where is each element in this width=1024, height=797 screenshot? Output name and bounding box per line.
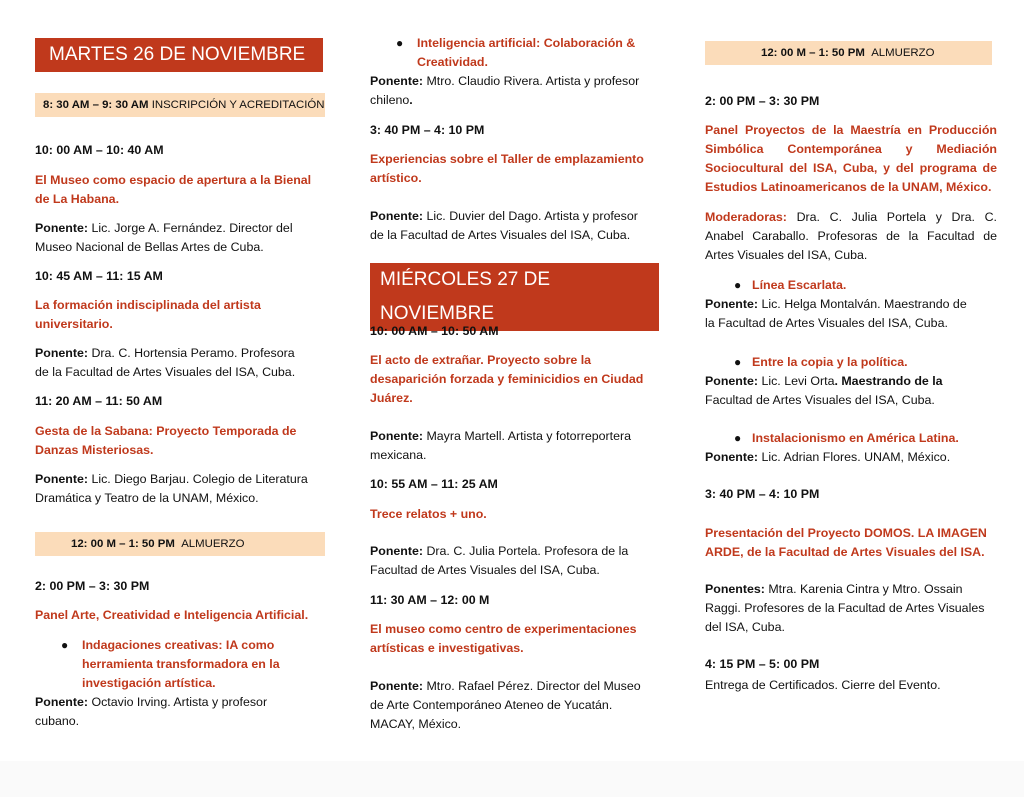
speaker-text: Raggi. Profesores de la Facultad de Artes Visuales xyxy=(705,601,985,615)
speaker-line xyxy=(370,207,662,226)
talk-title: Entre la copia y la política. xyxy=(752,355,908,369)
session-time: 11: 30 AM – 12: 00 M xyxy=(370,593,490,607)
speaker-text: Museo Nacional de Bellas Artes de Cuba. xyxy=(35,240,264,254)
session-time: 11: 20 AM – 11: 50 AM xyxy=(35,394,163,408)
registration-bar xyxy=(35,93,325,117)
session-title: ARDE, de la Facultad de Artes Visuales del ISA. xyxy=(705,545,985,559)
panel-title: Panel Arte, Creatividad e Inteligencia Artificial. xyxy=(35,608,309,622)
speaker-text: MACAY, México. xyxy=(370,717,462,731)
session-title: El acto de extrañar. Proyecto sobre la xyxy=(370,353,592,367)
session-time: 10: 55 AM – 11: 25 AM xyxy=(370,477,498,491)
session-title: Gesta de la Sabana: Proyecto Temporada de xyxy=(35,424,297,438)
speaker-label: Ponente: xyxy=(705,297,759,311)
moderators-text: Anabel Caraballo. Profesoras de la Facultad de xyxy=(705,229,997,243)
bullet-icon: ● xyxy=(734,431,742,445)
session-title: Trece relatos + uno. xyxy=(370,507,487,521)
speaker-line xyxy=(705,448,997,467)
speaker-text: cubano. xyxy=(35,714,80,728)
lunch-bar xyxy=(35,532,325,556)
bullet-icon: ● xyxy=(734,355,742,369)
panel-title: Panel Proyectos de la Maestría en Producción xyxy=(705,123,997,137)
registration-label: INSCRIPCIÓN Y ACREDITACIÓN xyxy=(151,99,325,111)
speaker-label: Ponente: xyxy=(370,209,424,223)
session-title: El museo como centro de experimentaciones xyxy=(370,622,637,636)
speaker-text: Dra. C. Julia Portela. Profesora de la xyxy=(426,544,629,558)
speaker-line xyxy=(370,427,662,446)
speaker-label: Ponente: xyxy=(705,450,759,464)
day-header-tuesday: MARTES 26 DE NOVIEMBRE xyxy=(35,38,323,72)
session-title: La formación indisciplinada del artista xyxy=(35,298,261,312)
speaker-text: Facultad de Artes Visuales del ISA, Cuba. xyxy=(705,393,935,407)
lunch-label: ALMUERZO xyxy=(871,47,935,59)
speaker-text: mexicana. xyxy=(370,448,427,462)
session-title: El Museo como espacio de apertura a la Bienal xyxy=(35,173,312,187)
speaker-text: Lic. Duvier del Dago. Artista y profesor xyxy=(426,209,638,223)
speaker-line xyxy=(705,295,997,314)
speaker-text: Mtro. Rafael Pérez. Director del Museo xyxy=(426,679,641,693)
lunch-time: 12: 00 M – 1: 50 PM xyxy=(761,47,865,59)
bullet-icon: ● xyxy=(734,278,742,292)
page-bottom-margin xyxy=(0,761,1024,797)
speaker-text: de la Facultad de Artes Visuales del ISA, Cuba. xyxy=(370,228,631,242)
speaker-label: Ponente: xyxy=(35,472,89,486)
speaker-text: Octavio Irving. Artista y profesor xyxy=(91,695,268,709)
session-time: 3: 40 PM – 4: 10 PM xyxy=(370,123,485,137)
talk-title: Indagaciones creativas: IA como xyxy=(82,638,275,652)
panel-title: Estudios Latinoamericanos de la UNAM, México. xyxy=(705,180,992,194)
speaker-line xyxy=(370,72,662,91)
session-title: artístico. xyxy=(370,171,422,185)
speaker-label: Ponente: xyxy=(35,221,89,235)
moderators-line xyxy=(705,208,997,227)
session-title: desaparición forzada y feminicidios en Ciudad xyxy=(370,372,644,386)
speaker-label: Ponente: xyxy=(370,74,424,88)
speaker-line xyxy=(35,219,325,238)
talk-title: Creatividad. xyxy=(417,55,488,69)
speaker-label: Ponente: xyxy=(370,544,424,558)
moderators-text: Dra. C. Julia Portela y Dra. C. xyxy=(796,210,997,224)
panel-title: Simbólica Contemporánea y Mediación xyxy=(705,142,997,156)
speaker-line xyxy=(35,470,325,489)
lunch-bar xyxy=(705,41,992,65)
speaker-name: Lic. Levi Orta xyxy=(761,374,835,388)
panel-title: Sociocultural del ISA, Cuba, y del programa de xyxy=(705,161,997,175)
speaker-line xyxy=(705,372,997,391)
speaker-text: Mtra. Karenia Cintra y Mtro. Ossain xyxy=(764,582,963,596)
session-title: Experiencias sobre el Taller de emplazamiento xyxy=(370,152,644,166)
talk-title: Instalacionismo en América Latina. xyxy=(752,431,959,445)
speaker-line xyxy=(370,677,662,696)
session-title: Presentación del Proyecto DOMOS. LA IMAGEN xyxy=(705,526,987,540)
speaker-label: Ponentes: xyxy=(705,582,765,596)
session-title: de La Habana. xyxy=(35,192,120,206)
speaker-text: la Facultad de Artes Visuales del ISA, Cuba. xyxy=(705,316,948,330)
talk-title: Línea Escarlata. xyxy=(752,278,847,292)
speaker-text: . Maestrando de la xyxy=(834,374,943,388)
speaker-text: Dra. C. Hortensia Peramo. Profesora xyxy=(91,346,295,360)
talk-title: herramienta transformadora en la xyxy=(82,657,280,671)
session-time: 4: 15 PM – 5: 00 PM xyxy=(705,657,820,671)
session-title: artísticas e investigativas. xyxy=(370,641,524,655)
registration-time: 8: 30 AM – 9: 30 AM xyxy=(43,99,149,111)
speaker-line xyxy=(370,542,662,561)
session-title: Juárez. xyxy=(370,391,413,405)
session-time: 10: 00 AM – 10: 40 AM xyxy=(35,143,164,157)
speaker-line xyxy=(35,344,325,363)
speaker-text: Dramática y Teatro de la UNAM, México. xyxy=(35,491,259,505)
speaker-line xyxy=(35,693,325,712)
speaker-label: Ponente: xyxy=(370,429,424,443)
speaker-text: de Arte Contemporáneo Ateneo de Yucatán. xyxy=(370,698,613,712)
speaker-text: Lic. Diego Barjau. Colegio de Literatura xyxy=(91,472,308,486)
session-title: universitario. xyxy=(35,317,113,331)
speaker-text: Lic. Helga Montalván. Maestrando de xyxy=(761,297,967,311)
talk-title: Inteligencia artificial: Colaboración & xyxy=(417,36,636,50)
session-time: 2: 00 PM – 3: 30 PM xyxy=(35,579,150,593)
speaker-text: Lic. Adrian Flores. UNAM, México. xyxy=(761,450,951,464)
session-time: 10: 45 AM – 11: 15 AM xyxy=(35,269,163,283)
moderators-label: Moderadoras: xyxy=(705,210,787,224)
session-time: 3: 40 PM – 4: 10 PM xyxy=(705,487,820,501)
speaker-label: Ponente: xyxy=(705,374,759,388)
session-time: 2: 00 PM – 3: 30 PM xyxy=(705,94,820,108)
day-header-wednesday: MIÉRCOLES 27 DE NOVIEMBRE xyxy=(370,263,659,331)
speaker-text: del ISA, Cuba. xyxy=(705,620,785,634)
speaker-label: Ponente: xyxy=(35,346,89,360)
speaker-label: Ponente: xyxy=(35,695,89,709)
speaker-text: chileno xyxy=(370,93,410,107)
bullet-icon: ● xyxy=(61,638,69,652)
lunch-time: 12: 00 M – 1: 50 PM xyxy=(71,538,175,550)
session-title: Danzas Misteriosas. xyxy=(35,443,154,457)
speaker-text: Facultad de Artes Visuales del ISA, Cuba. xyxy=(370,563,600,577)
talk-title: investigación artística. xyxy=(82,676,216,690)
session-time: 10: 00 AM – 10: 50 AM xyxy=(370,324,499,338)
speaker-label: Ponente: xyxy=(370,679,424,693)
moderators-text: Artes Visuales del ISA, Cuba. xyxy=(705,248,868,262)
speaker-text: Mtro. Claudio Rivera. Artista y profesor xyxy=(426,74,640,88)
lunch-label: ALMUERZO xyxy=(181,538,245,550)
speaker-text: de la Facultad de Artes Visuales del ISA, Cuba. xyxy=(35,365,296,379)
speaker-text: chileno. xyxy=(370,93,413,107)
bullet-icon: ● xyxy=(396,36,404,50)
speaker-text: Mayra Martell. Artista y fotorreportera xyxy=(426,429,631,443)
speaker-line xyxy=(705,580,997,599)
speaker-text: Lic. Jorge A. Fernández. Director del xyxy=(91,221,293,235)
closing-text: Entrega de Certificados. Cierre del Evento. xyxy=(705,678,941,692)
